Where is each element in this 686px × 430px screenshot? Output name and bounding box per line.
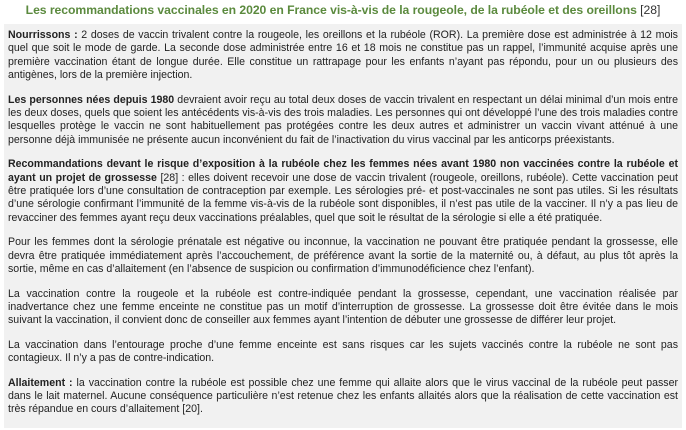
paragraph-text: La vaccination dans l’entourage proche d’une femme enceinte est sans risques car les sujets vaccinés contre la rubéole ne sont pas contagieux. Il n’y a pas de contre-indication. xyxy=(8,338,678,365)
recommendations-box xyxy=(4,24,682,428)
paragraph-prenatal-serology xyxy=(8,236,678,276)
box-title xyxy=(4,2,682,18)
paragraph-lead: Recommandations devant le risque d’exposition à la rubéole chez les femmes nées avant 1980 non vaccinées contre la rubéole et ayant un projet de grossesse xyxy=(8,158,678,184)
paragraph-text: devraient avoir reçu au total deux doses de vaccin trivalent en respectant un délai minimal d’un mois entre les deux doses, quels que soient les antécédents vis-à-vis des trois maladies. Les personnes qui ont développé l’une des trois maladies contre lesquelles protège le vaccin ne sont habituellement pas protégées contre les deux autres et administrer un vaccin vivant atténué à une personne déjà immunisée ne présente aucun inconvénient du fait de l’inactivation du virus vaccinal par les anticorps préexistants. xyxy=(8,93,678,146)
paragraph-text: [28] : elles doivent recevoir une dose de vaccin trivalent (rougeole, oreillons, rubéole). Cette vaccination peut être pratiquée lors d’une consultation de contraception par exemple. Les sérologies pré- et post-vaccinales ne sont pas utiles. Si les résultats d’une sérologie confirmant l’immunité de la femme vis-à-vis de la rubéole sont disponibles, il n’est pas utile de la vacciner. Il n’y a pas lieu de revacciner des femmes ayant reçu deux vaccinations préalables, quel que soit le résultat de la sérologie si elle a été pratiquée. xyxy=(8,171,678,224)
paragraph-born-since-1980 xyxy=(8,94,678,148)
paragraph-text: 2 doses de vaccin trivalent contre la rougeole, les oreillons et la rubéole (ROR). La première dose est administrée à 12 mois quel que soit le mode de garde. La seconde dose administrée entre 16 et 18 mois ne constitue pas un rappel, l’immunité acquise après une première vaccination étant de longue durée. Elle constitue un rattrapage pour les enfants n’ayant pas répondu, pour un ou plusieurs des antigènes, lors de la première injection. xyxy=(8,29,678,82)
paragraph-lead: Allaitement : xyxy=(8,376,73,389)
paragraph-text: La vaccination contre la rougeole et la rubéole est contre-indiquée pendant la grossesse, cependant, une vaccination réalisée par inadvertance chez une femme enceinte ne constitue pas un motif d’interruption de grossesse. La grossesse doit être évitée dans le mois suivant la vaccination, il convient donc de conseiller aux femmes ayant l’intention de débuter une grossesse de différer leur projet. xyxy=(8,287,678,327)
paragraph-lead: Nourrissons : xyxy=(8,29,78,41)
paragraph-contraindication xyxy=(8,288,678,328)
paragraph-lead: Les personnes nées depuis 1980 xyxy=(8,93,175,106)
paragraph-infants xyxy=(8,29,678,83)
paragraph-entourage xyxy=(8,339,678,366)
box-title-reference: [28] xyxy=(640,3,661,17)
paragraph-rubella-exposure xyxy=(8,158,678,225)
paragraph-text: Pour les femmes dont la sérologie prénatale est négative ou inconnue, la vaccination ne pouvant être pratiquée pendant la grossesse, elle devra être pratiquée immédiatement après l’accouchement, de préférence avant la sortie de la maternité ou, à défaut, au plus tôt après la sortie, même en cas d’allaitement (en l’absence de suspicion ou confirmation d’immunodéficience chez l’enfant). xyxy=(8,236,678,276)
box-title-text: Les recommandations vaccinales en 2020 en France vis-à-vis de la rougeole, de la rubéole et des oreillons xyxy=(25,3,637,17)
paragraph-breastfeeding xyxy=(8,377,678,417)
paragraph-text: la vaccination contre la rubéole est possible chez une femme qui allaite alors que le virus vaccinal de la rubéole peut passer dans le lait maternel. Aucune conséquence particulière n’est retenue chez les enfants allaités alors que la réalisation de cette vaccination est très répandue en cours d’allaitement [20]. xyxy=(8,376,679,416)
